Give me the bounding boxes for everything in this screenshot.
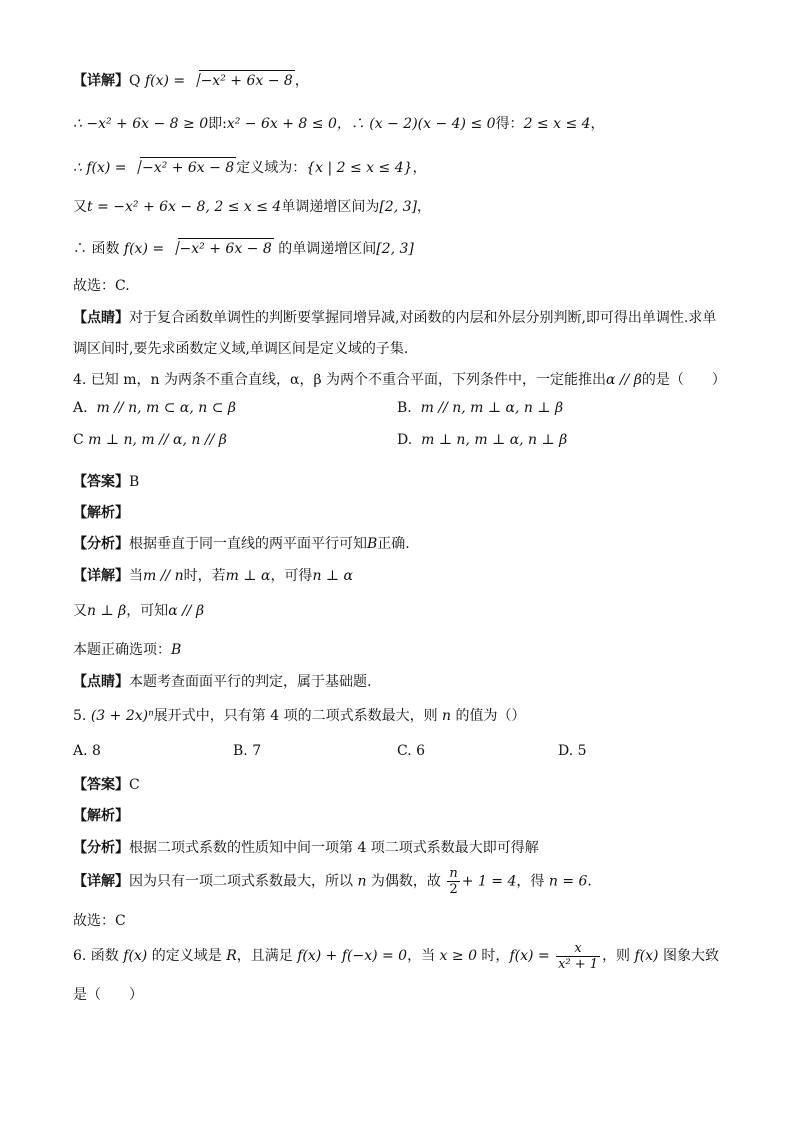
remark-line-1: 【点睛】对于复合函数单调性的判断要掌握同增异减,对函数的内层和外层分别判断,即可得出单调性.求单 (73, 310, 717, 326)
detail-line-2: ∴ −x² + 6x − 8 ≥ 0即:x² − 6x + 8 ≤ 0，∴ (x − 2)(x − 4) ≤ 0得：2 ≤ x ≤ 4， (73, 116, 605, 132)
q5-option-d: D. 5 (558, 743, 587, 759)
q4-option-b: B. m // n, m ⊥ α, n ⊥ β (397, 400, 564, 416)
answer-choice-line: 故选：C. (73, 278, 130, 294)
fraction: $\frac{n}{2}$ (449, 866, 458, 897)
sqrt-expression: −x² + 6x − 8 (190, 70, 295, 91)
detail-line-4: 又t = −x² + 6x − 8, 2 ≤ x ≤ 4单调递增区间为[2, 3]， (73, 199, 431, 215)
q5-option-c: C. 6 (397, 743, 426, 759)
sqrt-expression: −x² + 6x − 8 (131, 157, 236, 178)
q4-correct-option: 本题正确选项：B (73, 642, 182, 658)
q5-answer: 【答案】C (73, 777, 140, 793)
q4-remark: 【点睛】本题考查面面平行的判定，属于基础题. (73, 674, 372, 690)
remark-line-2: 调区间时,要先求函数定义域,单调区间是定义域的子集. (73, 341, 409, 357)
detail-line-3: ∴ f(x) = −x² + 6x − 8 定义域为：{x | 2 ≤ x ≤ 4}， (73, 157, 427, 178)
q4-detail-1: 【详解】当m // n时，若m ⊥ α，可得n ⊥ α (73, 568, 353, 584)
q4-option-a: A. m // n, m ⊂ α, n ⊂ β (73, 400, 236, 416)
question-4-stem: 4. 已知 m，n 为两条不重合直线，α，β 为两个不重合平面，下列条件中，一定能推出α // β的是（ ） (73, 372, 726, 388)
q4-analysis: 【分析】根据垂直于同一直线的两平面平行可知B正确. (73, 536, 410, 552)
q4-answer: 【答案】B (73, 474, 140, 490)
q4-option-d: D. m ⊥ n, m ⊥ α, n ⊥ β (397, 432, 568, 448)
q5-analysis: 【分析】根据二项式系数的性质知中间一项第 4 项二项式系数最大即可得解 (73, 840, 539, 856)
detail-line-1: 【详解】Q f(x) = −x² + 6x − 8 ， (73, 70, 309, 91)
fraction: $\frac{x}{\text{x² + 1}}$ (558, 940, 599, 972)
q5-option-b: B. 7 (233, 743, 262, 759)
q4-analysis-heading: 【解析】 (73, 505, 129, 521)
q4-option-c: C m ⊥ n, m // α, n // β (73, 432, 227, 448)
q5-detail: 【详解】因为只有一项二项式系数最大，所以 n 为偶数，故 $\frac{n}{2}$ + 1 = 4，得 n = 6. (73, 866, 592, 897)
question-6-stem: 6. 函数 f(x) 的定义域是 R，且满足 f(x) + f(−x) = 0，当 x ≥ 0 时，f(x) = $\frac{x}{\text{x² + 1}}$ ，则 f(x) 图象大致 (73, 940, 719, 972)
q5-option-a: A. 8 (73, 743, 101, 759)
detail-line-5: ∴ 函数 f(x) = −x² + 6x − 8 的单调递增区间[2, 3] (73, 238, 414, 259)
q5-analysis-heading: 【解析】 (73, 808, 129, 824)
question-6-stem-cont: 是（ ） (73, 987, 143, 1003)
sqrt-expression: −x² + 6x − 8 (169, 238, 274, 259)
question-5-stem: 5. (3 + 2x)ⁿ展开式中，只有第 4 项的二项式系数最大，则 n 的值为（） (73, 708, 526, 724)
q5-choice: 故选：C (73, 913, 126, 929)
q4-detail-2: 又n ⊥ β，可知α // β (73, 603, 205, 619)
